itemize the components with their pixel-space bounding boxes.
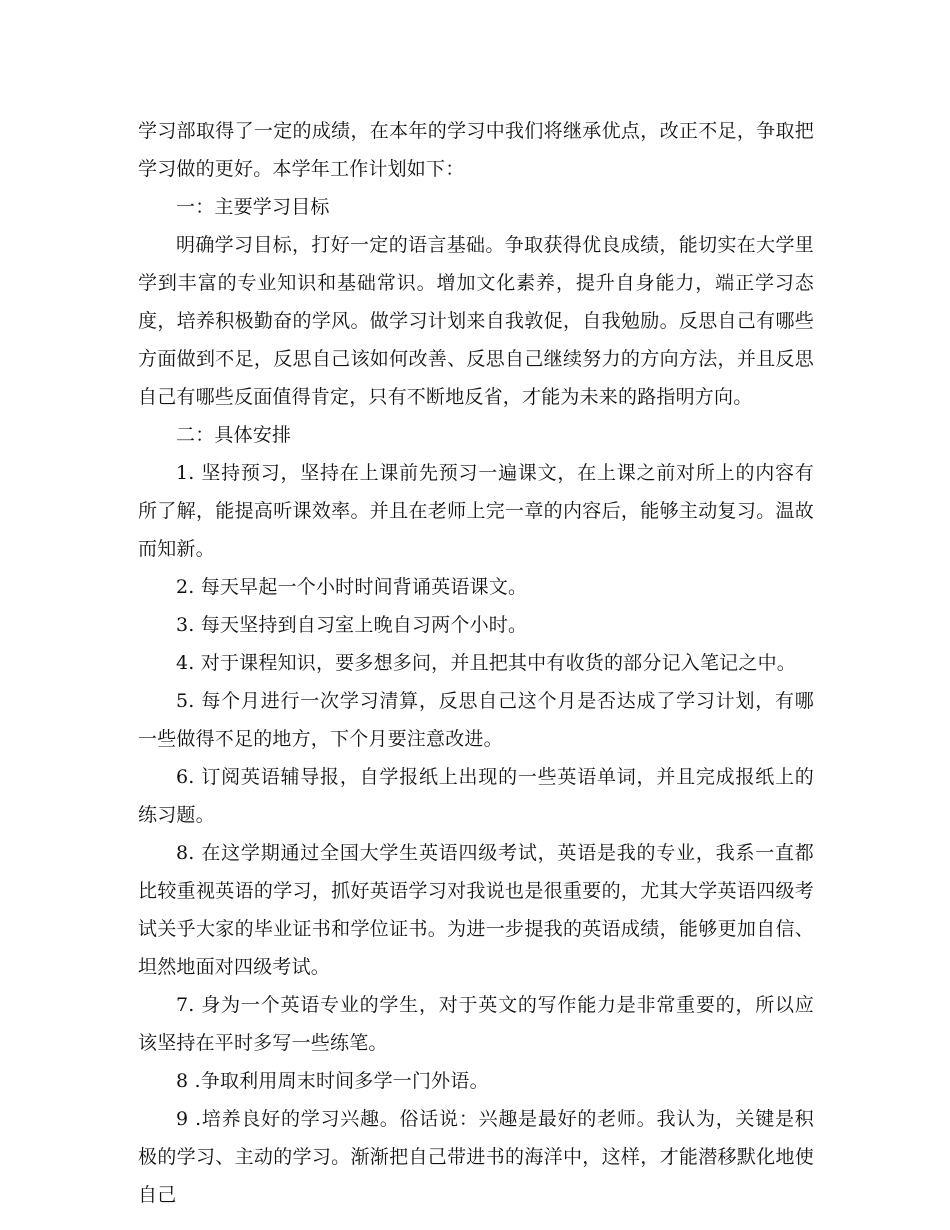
document-body (138, 112, 814, 1214)
list-item-8-cet4: 8. 在这学期通过全国大学生英语四级考试，英语是我的专业，我系一直都比较重视英语的学习，抓好英语学习对我说也是很重要的，尤其大学英语四级考试关乎大家的毕业证书和学位证书。为进一步提我的英语成绩，能够更加自信、坦然地面对四级考试。 (138, 842, 814, 978)
section-heading-arrangement: 二：具体安排 (176, 424, 292, 446)
list-item-1: 1. 坚持预习，坚持在上课前先预习一遍课文，在上课之前对所上的内容有所了解，能提高听课效率。并且在老师上完一章的内容后，能够主动复习。温故而知新。 (138, 462, 814, 560)
section-heading-goals: 一：主要学习目标 (176, 196, 330, 218)
list-item-4: 4. 对于课程知识，要多想多问，并且把其中有收货的部分记入笔记之中。 (176, 652, 796, 674)
list-item-3: 3. 每天坚持到自习室上晚自习两个小时。 (176, 614, 528, 636)
list-item-9: 9 .培养良好的学习兴趣。俗话说：兴趣是最好的老师。我认为，关键是积极的学习、主动的学习。渐渐把自己带进书的海洋中，这样，才能潜移默化地使自己 (138, 1108, 814, 1206)
list-item-8-weekend: 8 .争取利用周末时间多学一门外语。 (176, 1070, 489, 1092)
list-item-2: 2. 每天早起一个小时时间背诵英语课文。 (176, 576, 528, 598)
intro-paragraph: 学习部取得了一定的成绩，在本年的学习中我们将继承优点，改正不足，争取把学习做的更好。本学年工作计划如下： (138, 120, 814, 180)
list-item-6: 6. 订阅英语辅导报，自学报纸上出现的一些英语单词，并且完成报纸上的练习题。 (138, 766, 814, 826)
goal-paragraph: 明确学习目标，打好一定的语言基础。争取获得优良成绩，能切实在大学里学到丰富的专业知识和基础常识。增加文化素养，提升自身能力，端正学习态度，培养积极勤奋的学风。做学习计划来自我敦促，自我勉励。反思自己有哪些方面做到不足，反思自己该如何改善、反思自己继续努力的方向方法，并且反思自己有哪些反面值得肯定，只有不断地反省，才能为未来的路指明方向。 (138, 234, 814, 408)
list-item-5: 5. 每个月进行一次学习清算，反思自己这个月是否达成了学习计划，有哪一些做得不足的地方，下个月要注意改进。 (138, 690, 814, 750)
list-item-7: 7. 身为一个英语专业的学生，对于英文的写作能力是非常重要的，所以应该坚持在平时多写一些练笔。 (138, 994, 814, 1054)
